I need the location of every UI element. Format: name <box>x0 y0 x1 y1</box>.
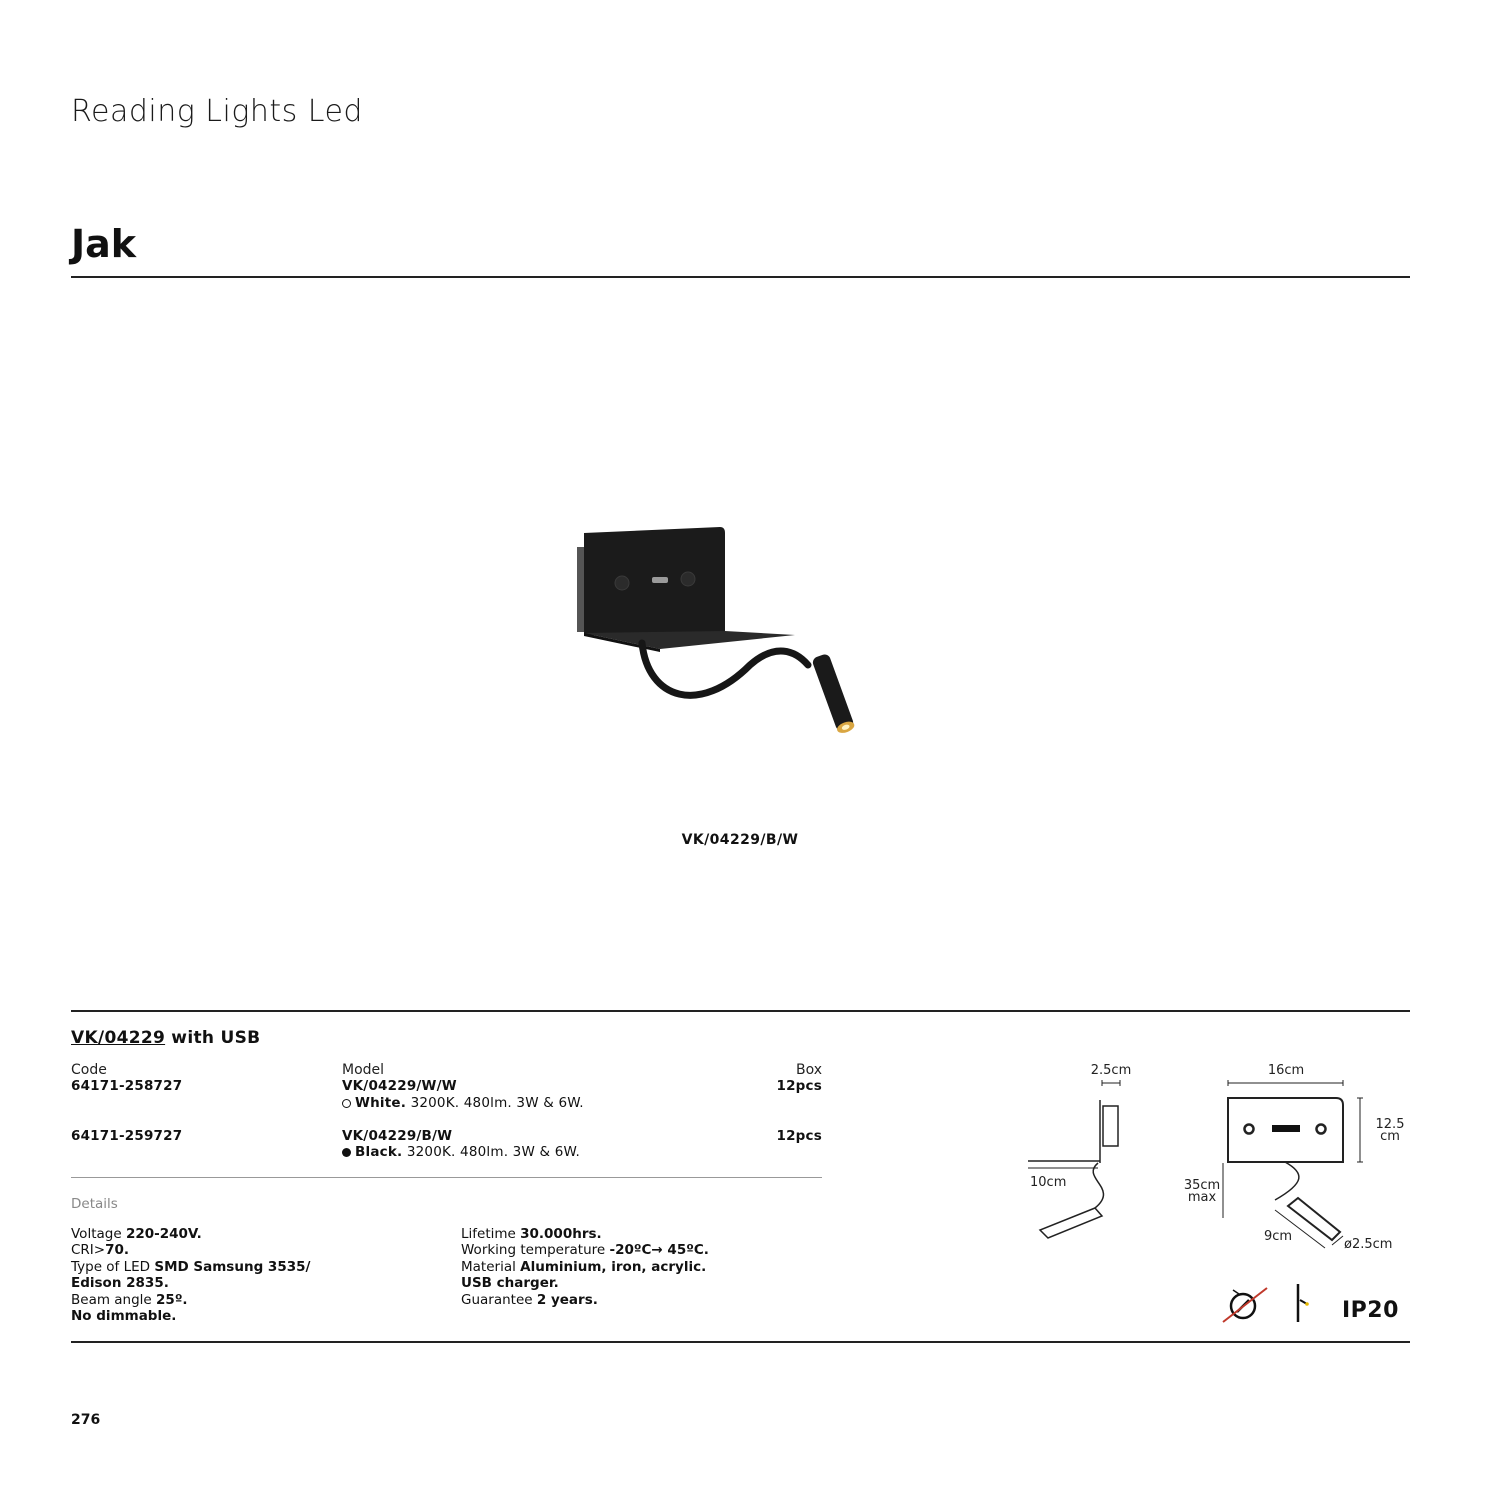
spec-lifetime: Lifetime 30.000hrs. <box>461 1226 602 1242</box>
page-number: 276 <box>71 1412 101 1428</box>
dim-flex-1: 35cm <box>1183 1178 1221 1193</box>
header-model: Model <box>342 1062 385 1078</box>
dim-flex-2: max <box>1187 1190 1217 1205</box>
header-divider <box>71 276 1410 278</box>
row-2-color-spec: 3200K. 480lm. 3W & 6W. <box>402 1144 581 1160</box>
spec-guarantee: Guarantee 2 years. <box>461 1291 598 1308</box>
spec-cri: CRI>70. <box>71 1242 130 1259</box>
ip-rating: IP20 <box>1342 1298 1399 1323</box>
spec-material: Material Aluminium, iron, acrylic. <box>461 1258 707 1275</box>
spec-voltage: Voltage 220-240V. <box>71 1226 202 1242</box>
dim-depth: 2.5cm <box>1090 1063 1132 1078</box>
details-left <box>71 1226 310 1324</box>
section-title: Reading Lights Led <box>71 94 363 129</box>
no-dimmer-icon <box>1223 1288 1267 1322</box>
model-code-link[interactable]: VK/04229 <box>71 1028 166 1048</box>
spec-temperature: Working temperature -20ºC→ 45ºC. <box>461 1242 709 1259</box>
header-box: Box <box>795 1062 822 1078</box>
row-1-color-name: White. <box>355 1095 407 1111</box>
dim-height-1: 12.5 <box>1375 1117 1405 1132</box>
photo-caption: VK/04229/B/W <box>681 832 799 848</box>
spec-bottom-divider <box>71 1341 1410 1343</box>
spec-dimmable: No dimmable. <box>71 1308 177 1325</box>
spec-beam: Beam angle 25º. <box>71 1291 188 1308</box>
spec-top-divider <box>71 1010 1410 1012</box>
row-1-code: 64171-258727 <box>71 1078 183 1094</box>
spec-led-cont: Edison 2835. <box>71 1275 169 1292</box>
row-1-color-spec: 3200K. 480lm. 3W & 6W. <box>406 1095 584 1111</box>
details-label: Details <box>71 1196 118 1212</box>
model-title <box>71 1028 260 1048</box>
white-swatch-icon <box>342 1099 351 1108</box>
row-2-model: VK/04229/B/W <box>342 1128 453 1144</box>
model-suffix: with USB <box>165 1028 261 1048</box>
details-right <box>461 1226 709 1308</box>
header-code: Code <box>71 1062 107 1078</box>
product-name: Jak <box>71 222 137 266</box>
row-1-color <box>342 1095 584 1111</box>
wall-mount-icon <box>1298 1284 1309 1322</box>
dim-width: 16cm <box>1267 1063 1305 1078</box>
dim-head-diameter: ø2.5cm <box>1344 1237 1393 1252</box>
spec-led: Type of LED SMD Samsung 3535/ <box>71 1258 311 1275</box>
dim-height-2: cm <box>1380 1129 1400 1144</box>
product-photo <box>560 515 910 755</box>
row-1-box: 12pcs <box>776 1078 822 1094</box>
table-divider <box>71 1177 822 1178</box>
row-2-code: 64171-259727 <box>71 1128 183 1144</box>
row-1-model: VK/04229/W/W <box>342 1078 457 1094</box>
row-2-box: 12pcs <box>776 1128 822 1144</box>
row-2-color <box>342 1144 580 1160</box>
black-swatch-icon <box>342 1148 351 1157</box>
spec-usb: USB charger. <box>461 1275 559 1292</box>
dim-arm: 10cm <box>1030 1175 1067 1190</box>
dim-head-length: 9cm <box>1263 1229 1293 1244</box>
dimension-drawings <box>1010 1058 1430 1268</box>
row-2-color-name: Black. <box>355 1144 403 1160</box>
